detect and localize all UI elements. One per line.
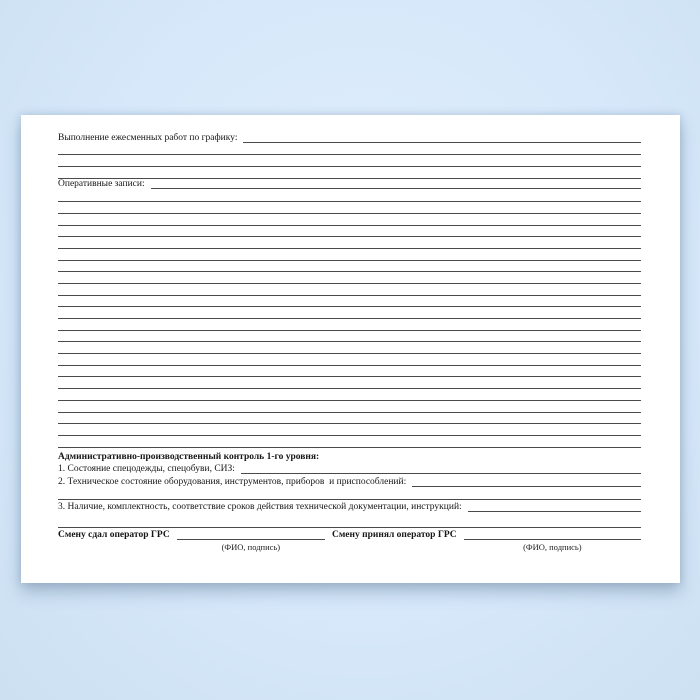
handed-over-caption: (ФИО, подпись) (221, 541, 281, 552)
ruled-line (58, 516, 641, 528)
ruled-line (58, 167, 641, 179)
ruled-line (58, 144, 641, 156)
control-item-1-label: 1. Состояние спецодежды, спецобуви, СИЗ: (58, 464, 235, 475)
ruled-line (58, 413, 641, 425)
ruled-line (58, 436, 641, 448)
control-item-2-blank-lines (58, 488, 641, 500)
ruled-line (58, 401, 641, 413)
write-in-line (468, 510, 641, 512)
ruled-line (58, 307, 641, 319)
shift-accepted-label: Смену принял оператор ГРС (331, 529, 457, 540)
operational-notes-blank-lines (58, 190, 641, 447)
ruled-line (58, 237, 641, 249)
control-item-3-blank-lines (58, 516, 641, 528)
ruled-line (58, 354, 641, 366)
ruled-line (58, 319, 641, 331)
scheduled-works-label: Выполнение ежесменных работ по графику: (58, 132, 238, 143)
ruled-line (58, 249, 641, 261)
shift-log-form-page (21, 115, 680, 583)
signature-block (58, 529, 641, 552)
scheduled-works-row (58, 132, 641, 144)
write-in-line (243, 141, 641, 143)
write-in-line (412, 485, 641, 487)
ruled-line (58, 488, 641, 500)
ruled-line (58, 389, 641, 401)
ruled-line (58, 155, 641, 167)
ruled-line (58, 190, 641, 202)
ruled-line (58, 296, 641, 308)
ruled-line (58, 214, 641, 226)
ruled-line (58, 226, 641, 238)
ruled-line (58, 377, 641, 389)
control-heading-row (58, 449, 641, 463)
ruled-line (58, 342, 641, 354)
control-item-3-row (58, 500, 641, 513)
control-item-3-label: 3. Наличие, комплектность, соответствие сроков действия технической документации, инструкций: (58, 501, 462, 512)
ruled-line (58, 424, 641, 436)
ruled-line (58, 202, 641, 214)
shift-handed-over-label: Смену сдал оператор ГРС (58, 529, 170, 540)
handed-over-signature-line (177, 538, 325, 540)
operational-notes-label: Оперативные записи: (58, 179, 145, 190)
control-item-2-row (58, 475, 641, 488)
accepted-caption: (ФИО, подпись) (523, 541, 582, 552)
ruled-line (58, 331, 641, 343)
control-item-1-row (58, 463, 641, 476)
write-in-line (241, 472, 641, 474)
write-in-line (151, 187, 641, 189)
ruled-line (58, 366, 641, 378)
ruled-line (58, 284, 641, 296)
operational-notes-row (58, 179, 641, 191)
ruled-line (58, 272, 641, 284)
scheduled-works-blank-lines (58, 144, 641, 179)
control-heading: Административно-производственный контроль 1-го уровня: (58, 451, 320, 462)
accepted-signature-line (464, 538, 641, 540)
ruled-line (58, 261, 641, 273)
control-item-2-label: 2. Техническое состояние оборудования, инструментов, приборов и приспособлений: (58, 477, 407, 488)
